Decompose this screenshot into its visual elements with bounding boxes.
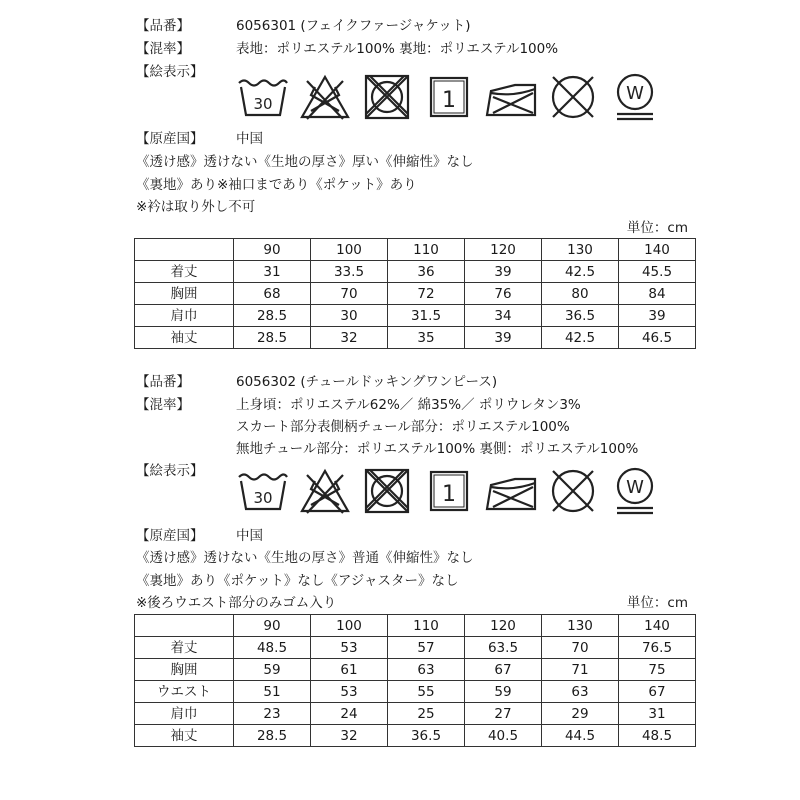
table-cell: 75: [619, 659, 696, 681]
hinban-label: 【品番】: [136, 374, 190, 390]
svg-text:30: 30: [253, 95, 273, 113]
table-cell: 76: [465, 283, 542, 305]
table-cell: 28.5: [234, 327, 311, 349]
table-cell: 70: [311, 283, 388, 305]
table-cell: 28.5: [234, 305, 311, 327]
table-cell: 48.5: [619, 725, 696, 747]
konritsu-line: 上身頃：ポリエステル62%／ 綿35%／ ポリウレタン3%: [236, 397, 581, 413]
care-icons: [232, 68, 666, 126]
table-row: [135, 681, 696, 703]
table-cell: 28.5: [234, 725, 311, 747]
table-cell: 31.5: [388, 305, 465, 327]
note-line: 《透け感》透けない《生地の厚さ》厚い《伸縮性》なし: [136, 154, 474, 170]
table-cell: 48.5: [234, 637, 311, 659]
table-cell: 33.5: [311, 261, 388, 283]
iron-low-icon: [480, 462, 542, 520]
row-label: 着丈: [135, 637, 234, 659]
note-line: 《透け感》透けない《生地の厚さ》普通《伸縮性》なし: [136, 550, 474, 566]
hinban-value: 6056302 (チュールドッキングワンピース): [236, 374, 498, 390]
table-cell: 23: [234, 703, 311, 725]
table-cell: 24: [311, 703, 388, 725]
wet-clean-icon: [604, 462, 666, 520]
table-cell: 30: [311, 305, 388, 327]
table-cell: 32: [311, 327, 388, 349]
table-row: [135, 283, 696, 305]
svg-text:1: 1: [442, 482, 456, 507]
no-bleach-icon: [294, 68, 356, 126]
table-cell: 63: [388, 659, 465, 681]
table-cell: 84: [619, 283, 696, 305]
table-cell: 27: [465, 703, 542, 725]
row-label: ウエスト: [135, 681, 234, 703]
svg-text:1: 1: [442, 88, 456, 113]
table-cell: 39: [619, 305, 696, 327]
care-icons: [232, 462, 666, 520]
wash-30-icon: [232, 462, 294, 520]
table-cell: 40.5: [465, 725, 542, 747]
table-cell: 67: [619, 681, 696, 703]
table-cell: 34: [465, 305, 542, 327]
table-header-row: [135, 239, 696, 261]
table-cell: 70: [542, 637, 619, 659]
wet-clean-icon: [604, 68, 666, 126]
wash-30-icon: [232, 68, 294, 126]
table-cell: 39: [465, 327, 542, 349]
table-header-cell: 130: [542, 615, 619, 637]
unit-label: 単位：cm: [626, 595, 688, 611]
konritsu-line: 無地チュール部分：ポリエステル100% 裏側：ポリエステル100%: [236, 441, 639, 457]
table-cell: 32: [311, 725, 388, 747]
gensankoku-value: 中国: [236, 528, 263, 544]
table-header-cell: 140: [619, 615, 696, 637]
svg-text:W: W: [626, 83, 644, 104]
gensankoku-value: 中国: [236, 131, 263, 147]
table-cell: 36.5: [542, 305, 619, 327]
no-dry-clean-icon: [542, 68, 604, 126]
iron-low-icon: [480, 68, 542, 126]
ehyouji-label: 【絵表示】: [136, 64, 204, 80]
note-line: ※後ろウエスト部分のみゴム入り: [136, 595, 337, 611]
table-cell: 67: [465, 659, 542, 681]
table-cell: 53: [311, 637, 388, 659]
row-label: 肩巾: [135, 305, 234, 327]
konritsu-line: スカート部分表側柄チュール部分：ポリエステル100%: [236, 419, 570, 435]
hinban-label: 【品番】: [136, 18, 190, 34]
table-cell: 29: [542, 703, 619, 725]
table-cell: 51: [234, 681, 311, 703]
table-cell: 36.5: [388, 725, 465, 747]
no-bleach-icon: [294, 462, 356, 520]
table-header-cell: 100: [311, 615, 388, 637]
table-cell: 53: [311, 681, 388, 703]
no-dry-clean-icon: [542, 462, 604, 520]
table-header-cell: 110: [388, 239, 465, 261]
table-cell: 44.5: [542, 725, 619, 747]
row-label: 着丈: [135, 261, 234, 283]
ehyouji-label: 【絵表示】: [136, 463, 204, 479]
row-label: 袖丈: [135, 327, 234, 349]
table-cell: 46.5: [619, 327, 696, 349]
table-row: [135, 261, 696, 283]
table-header-cell: 90: [234, 239, 311, 261]
row-label: 胸囲: [135, 283, 234, 305]
gensankoku-label: 【原産国】: [136, 528, 204, 544]
line-dry-icon: [418, 68, 480, 126]
svg-text:W: W: [626, 477, 644, 498]
table-cell: 63.5: [465, 637, 542, 659]
table-cell: 31: [234, 261, 311, 283]
table-cell: 42.5: [542, 261, 619, 283]
table-row: [135, 659, 696, 681]
table-cell: 76.5: [619, 637, 696, 659]
table-cell: 35: [388, 327, 465, 349]
row-label: 肩巾: [135, 703, 234, 725]
table-header-cell: [135, 615, 234, 637]
table-cell: 61: [311, 659, 388, 681]
hinban-value: 6056301 (フェイクファージャケット): [236, 18, 471, 34]
note-line: 《裏地》あり《ポケット》なし《アジャスター》なし: [136, 573, 459, 589]
svg-text:30: 30: [253, 489, 273, 507]
table-cell: 68: [234, 283, 311, 305]
row-label: 胸囲: [135, 659, 234, 681]
unit-label: 単位：cm: [626, 220, 688, 236]
table-header-cell: 90: [234, 615, 311, 637]
table-cell: 25: [388, 703, 465, 725]
row-label: 袖丈: [135, 725, 234, 747]
table-header-cell: 100: [311, 239, 388, 261]
table-cell: 55: [388, 681, 465, 703]
no-tumble-dry-icon: [356, 462, 418, 520]
table-row: [135, 305, 696, 327]
konritsu-line: 表地：ポリエステル100% 裏地：ポリエステル100%: [236, 41, 559, 57]
table-header-cell: 120: [465, 239, 542, 261]
table-cell: 57: [388, 637, 465, 659]
table-cell: 31: [619, 703, 696, 725]
table-row: [135, 327, 696, 349]
table-header-cell: 110: [388, 615, 465, 637]
konritsu-label: 【混率】: [136, 397, 190, 413]
table-header-cell: [135, 239, 234, 261]
table-cell: 45.5: [619, 261, 696, 283]
table-header-row: [135, 615, 696, 637]
table-row: [135, 637, 696, 659]
table-cell: 39: [465, 261, 542, 283]
table-cell: 80: [542, 283, 619, 305]
table-row: [135, 725, 696, 747]
table-row: [135, 703, 696, 725]
table-cell: 42.5: [542, 327, 619, 349]
table-cell: 63: [542, 681, 619, 703]
gensankoku-label: 【原産国】: [136, 131, 204, 147]
table-cell: 71: [542, 659, 619, 681]
note-line: ※衿は取り外し不可: [136, 199, 256, 215]
table-cell: 36: [388, 261, 465, 283]
konritsu-label: 【混率】: [136, 41, 190, 57]
table-cell: 59: [465, 681, 542, 703]
line-dry-icon: [418, 462, 480, 520]
size-table: [134, 238, 696, 349]
table-header-cell: 140: [619, 239, 696, 261]
no-tumble-dry-icon: [356, 68, 418, 126]
note-line: 《裏地》あり※袖口まであり《ポケット》あり: [136, 177, 417, 193]
size-table: [134, 614, 696, 747]
table-cell: 72: [388, 283, 465, 305]
table-header-cell: 130: [542, 239, 619, 261]
table-header-cell: 120: [465, 615, 542, 637]
table-cell: 59: [234, 659, 311, 681]
